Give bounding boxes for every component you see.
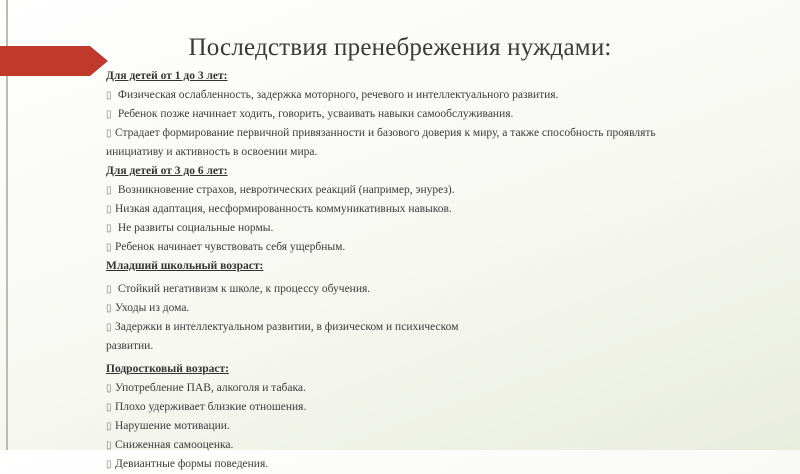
- bullet-box-icon: ▯: [106, 90, 112, 101]
- list-item: ▯ Сниженная самооценка.: [106, 436, 796, 455]
- bullet-box-icon: ▯: [106, 242, 112, 253]
- list-item: ▯ Возникновение страхов, невротических реакций (например, энурез).: [106, 181, 796, 200]
- bullet-box-icon: ▯: [106, 303, 112, 314]
- list-item: ▯ Ребенок начинает чувствовать себя ущербным.: [106, 238, 796, 257]
- list-item: ▯ Не развиты социальные нормы.: [106, 219, 796, 238]
- bullet-box-icon: ▯: [106, 459, 112, 470]
- bullet-box-icon: ▯: [106, 185, 112, 196]
- section-heading-1-3: Для детей от 1 до 3 лет:: [106, 70, 228, 82]
- list-item: ▯ Девиантные формы поведения.: [106, 455, 796, 474]
- list-item: ▯ Плохо удерживает близкие отношения.: [106, 398, 796, 417]
- bullet-box-icon: ▯: [106, 421, 112, 432]
- list-item: ▯ Физическая ослабленность, задержка моторного, речевого и интеллектуального развития.: [106, 86, 796, 105]
- list-item-continuation: инициативу и активность в освоении мира.: [106, 146, 318, 158]
- list-item: ▯ Низкая адаптация, несформированность коммуникативных навыков.: [106, 200, 796, 219]
- bullet-box-icon: ▯: [106, 128, 112, 139]
- bullet-box-icon: ▯: [106, 322, 112, 333]
- left-decor: [0, 0, 14, 450]
- list-item: ▯ Стойкий негативизм к школе, к процессу обучения.: [106, 280, 796, 299]
- list-item: ▯ Страдает формирование первичной привязанности и базового доверия к миру, а также способность проявлять: [106, 124, 796, 143]
- slide-title: Последствия пренебрежения нуждами:: [188, 34, 612, 61]
- bullet-box-icon: ▯: [106, 204, 112, 215]
- bullet-box-icon: ▯: [106, 109, 112, 120]
- bullet-box-icon: ▯: [106, 223, 112, 234]
- section-heading-3-6: Для детей от 3 до 6 лет:: [106, 165, 228, 177]
- section-heading-junior-school: Младший школьный возраст:: [106, 260, 264, 272]
- slide-content: [106, 67, 796, 474]
- bullet-box-icon: ▯: [106, 284, 112, 295]
- list-item: ▯ Употребление ПАВ, алкоголя и табака.: [106, 379, 796, 398]
- bullet-box-icon: ▯: [106, 440, 112, 451]
- list-item: ▯ Ребенок позже начинает ходить, говорить, усваивать навыки самообслуживания.: [106, 105, 796, 124]
- section-heading-adolescent: Подростковый возраст:: [106, 363, 229, 375]
- list-item: ▯ Нарушение мотивации.: [106, 417, 796, 436]
- list-item-continuation: развитии.: [106, 340, 154, 352]
- bullet-box-icon: ▯: [106, 383, 112, 394]
- list-item: ▯ Задержки в интеллектуальном развитии, в физическом и психическом: [106, 318, 796, 337]
- list-item: ▯ Уходы из дома.: [106, 299, 796, 318]
- bullet-box-icon: ▯: [106, 402, 112, 413]
